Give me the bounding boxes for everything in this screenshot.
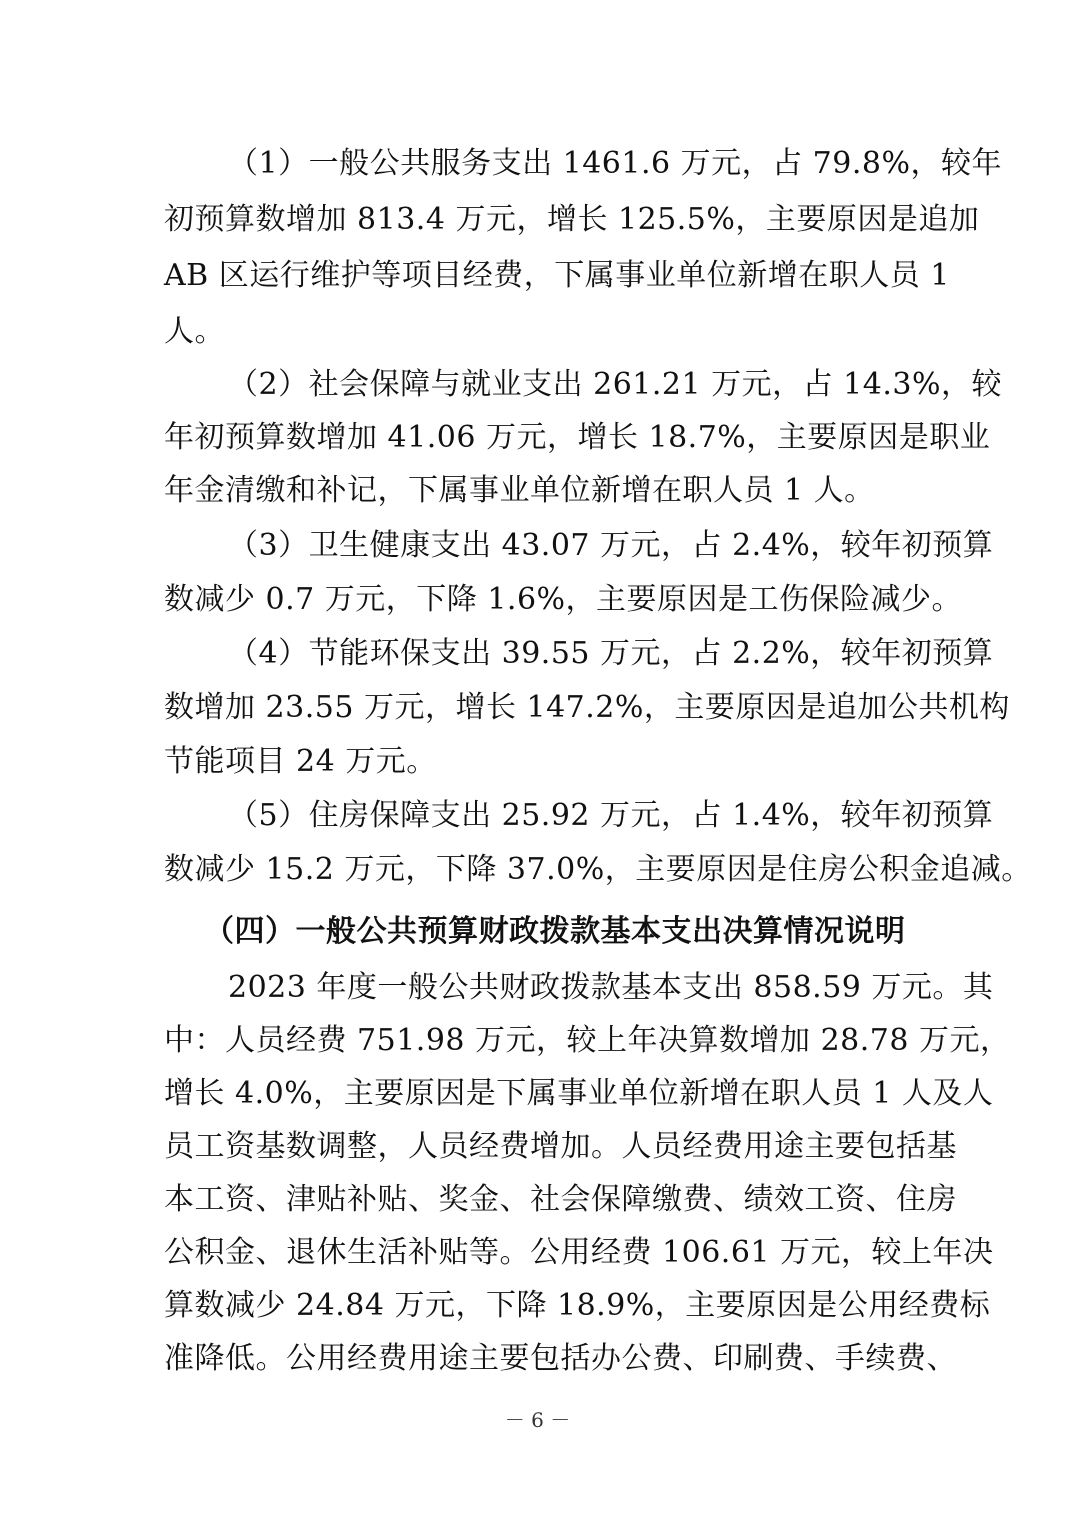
- body-paragraph-line-2: 中：人员经费 751.98 万元，较上年决算数增加 28.78 万元，: [164, 1023, 1011, 1058]
- paragraph-2-line-2: 年初预算数增加 41.06 万元，增长 18.7%，主要原因是职业: [164, 420, 991, 455]
- body-paragraph-line-4: 员工资基数调整，人员经费增加。人员经费用途主要包括基: [164, 1129, 957, 1164]
- paragraph-1-line-3: AB 区运行维护等项目经费，下属事业单位新增在职人员 1: [164, 258, 950, 293]
- paragraph-5-line-2: 数减少 15.2 万元，下降 37.0%，主要原因是住房公积金追减。: [164, 852, 1032, 887]
- body-paragraph-line-8: 准降低。公用经费用途主要包括办公费、印刷费、手续费、: [164, 1341, 957, 1376]
- paragraph-1-line-2: 初预算数增加 813.4 万元，增长 125.5%，主要原因是追加: [164, 202, 980, 237]
- paragraph-5-line-1: （5）住房保障支出 25.92 万元，占 1.4%，较年初预算: [228, 798, 994, 833]
- paragraph-3-line-2: 数减少 0.7 万元，下降 1.6%，主要原因是工伤保险减少。: [164, 582, 963, 617]
- paragraph-1-line-1: （1）一般公共服务支出 1461.6 万元，占 79.8%，较年: [228, 146, 1002, 181]
- body-paragraph-line-5: 本工资、津贴补贴、奖金、社会保障缴费、绩效工资、住房: [164, 1182, 957, 1217]
- paragraph-3-line-1: （3）卫生健康支出 43.07 万元，占 2.4%，较年初预算: [228, 528, 994, 563]
- body-paragraph-line-3: 增长 4.0%，主要原因是下属事业单位新增在职人员 1 人及人: [164, 1076, 994, 1111]
- body-paragraph-line-6: 公积金、退休生活补贴等。公用经费 106.61 万元，较上年决: [164, 1235, 994, 1270]
- paragraph-4-line-3: 节能项目 24 万元。: [164, 744, 437, 779]
- body-paragraph-line-1: 2023 年度一般公共财政拨款基本支出 858.59 万元。其: [228, 970, 994, 1005]
- section-heading: （四）一般公共预算财政拨款基本支出决算情况说明: [204, 914, 906, 949]
- paragraph-4-line-1: （4）节能环保支出 39.55 万元，占 2.2%，较年初预算: [228, 636, 994, 671]
- paragraph-2-line-1: （2）社会保障与就业支出 261.21 万元，占 14.3%，较: [228, 367, 1002, 402]
- paragraph-4-line-2: 数增加 23.55 万元，增长 147.2%，主要原因是追加公共机构: [164, 690, 1010, 725]
- paragraph-1-line-4: 人。: [164, 314, 225, 349]
- body-paragraph-line-7: 算数减少 24.84 万元，下降 18.9%，主要原因是公用经费标: [164, 1288, 991, 1323]
- page-number: － 6 －: [504, 1408, 571, 1432]
- paragraph-2-line-3: 年金清缴和补记，下属事业单位新增在职人员 1 人。: [164, 473, 875, 508]
